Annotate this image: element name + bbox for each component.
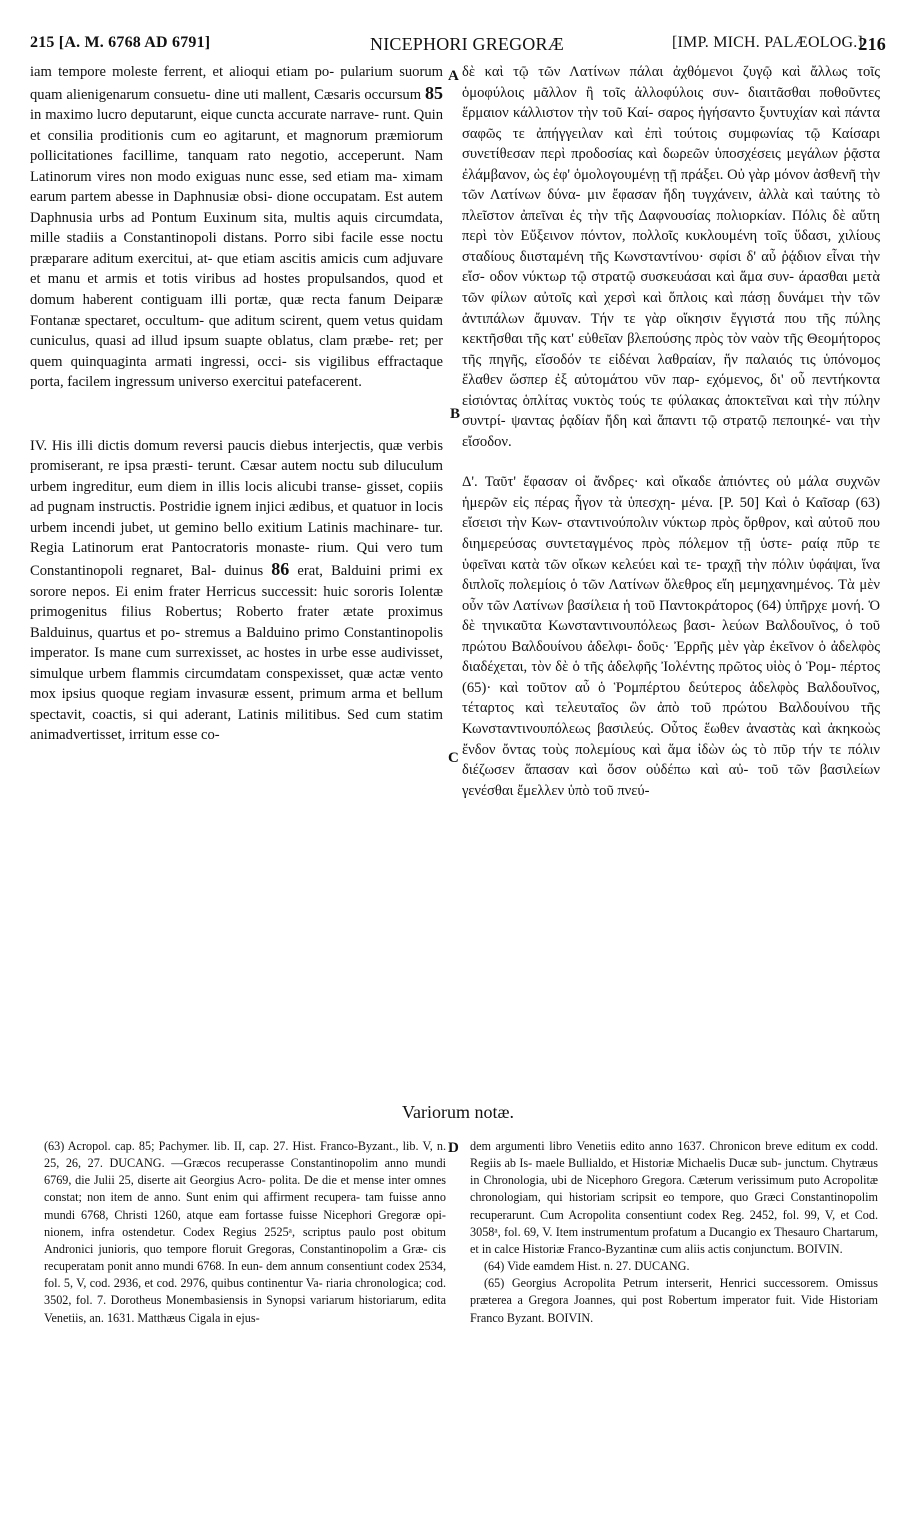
notes-right-column [470,1138,878,1327]
notes-title: Variorum notæ. [402,1102,514,1122]
latin-text: iam tempore moleste ferrent, et alioqui etiam po- pularium suorum quam alienigenarum consuetu- dine uti mallent, Cæsaris occursum [30,64,443,103]
header-right-ref: [IMP. MICH. PALÆOLOG.] [672,34,863,51]
margin-marker-a: A [448,68,459,84]
notes-left-column [44,1138,446,1327]
latin-text: erat, Balduini primi ex sorore nepos. Ei enim frater Herricus successit: huic sororis Iolentæ primogenitus filius Robertus; Roberto frater ætate proximus Balduinus, quartus et po- stremus a Balduino primo Constantinopolis imperator. Is mane cum surrexisset, ac hostes in urbe esse audivisset, simulque urbem flammis circumdatam conspexisset, quæ actæ vento mox ipsius quoque regiam invasuræ essent, primum arma et bellum spectavit, coactis, si qui aderant, Latinis militibus. Sed cum statim animadvertisset, irritum esse co- [30,563,443,744]
header-title: NICEPHORI GREGORÆ [370,34,564,54]
latin-text: IV. His illi dictis domum reversi paucis diebus interjectis, quæ verbis promiserant, re ipsa præsti- terunt. Cæsar autem noctu sub diluculum urbem ingreditur, eum diem in illis locis alicubi transe- gisset, copiis ad pugnam instructis. Postridie ignem injici ædibus, et quatuor in locis urbem incendi jubet, ut gemino bello exitium Latinis machinare- tur. Regia Latinorum erat Pantocratoris monaste- rium. Qui vero tum Constantinopoli regnaret, Bal- duinus [30,437,443,580]
note-64: (64) Vide eamdem Hist. n. 27. DUCANG. [484,1259,690,1274]
latin-paragraph-2 [30,436,443,746]
column-number: 86 [271,559,290,580]
note-63: (63) Acropol. cap. 85; Pachymer. lib. II, cap. 27. Hist. Franco-Byzant., lib. V, n. 25, 26, 27. DUCANG. —Græcos recuperasse Constantinopolim anno mundi 6769, die Julii 25, diserte ait Georgius Acro- polita. De die et mense inter omnes constat; non item de anno. Sunt enim qui affirment recupera- tam fuisse anno mundi 6768, Christi 1260, atque eam fortasse fuisse Nicephori Gregoræ opi- nionem, infra ostendetur. Codex Regius 2525ᵃ, scriptus paulo post obitum Andronici junioris, quo tempore floruit Gregoras, Constantinopolim a Græ- cis recuperatam ponit anno mundi 6768. In eun- dem annum consentiunt codex 2534, fol. 5, V, cod. 2936, et cod. 2976, quibus continentur Va- riaria chronologica; cod. 3502, fol. 7. Dorotheus Monembasiensis in Synopsi variarum historiarum, edita Venetiis, an. 1631. Matthæus Cigala in ejus- [44,1139,446,1325]
page-header [30,34,886,56]
margin-marker-c: C [448,750,459,766]
greek-paragraph-2: Δ'. Ταῦτ' ἔφασαν οἱ ἄνδρες· καὶ οἴκαδε ἀπιόντες οὐ μάλα συχνῶν ἡμερῶν εἰς πέρας ἦγον τὰ ὑπεσχη- μένα. [P. 50] Καὶ ὁ Καῖσαρ (63) εἴσεισι τὴν Κων- σταντινούπολιν νύκτωρ πρὸς ὄρθρον, καὶ αὐτοῦ που διημερεύσας συντεταγμένος πρὸς πόλεμον τῇ ὑστε- ραίᾳ πῦρ τε ὑφεῖναι κατὰ τῶν οἴκων κελεύει καὶ τε- τραχῇ τὴν πόλιν ὑφάψαι, ἵνα διπλοῖς πολεμίοις ὁ τῶν Λατίνων ὄλεθρος εἴη μεμηχανημένος. Τὰ μὲν οὖν τῶν Λατίνων βασίλεια ἡ τοῦ Παντοκράτορος (64) ὑπῆρχε μονή. Ὁ δὲ τηνικαῦτα Κωνσταντινουπόλεως βασι- λεύων Βαλδουῖνος, ὁ τοῦ πρώτου Βαλδουίνου ἀδελφι- δοῦς· Ἐρρῆς μὲν γὰρ ἐκεῖνον ὁ ἀδελφὸς διαδέχεται, τὸν δὲ ὁ τῆς ἀδελφῆς Ἰολέντης πρῶτος υἱὸς ὁ Ῥομ- πέρτος (65)· καὶ τοῦτον αὖ ὁ Ῥομπέρτου δεύτερος ἀδελφὸς Βαλδουῖνος, τέταρτος καὶ τελευταῖος ὢν ἀπὸ τοῦ πρώτου Βαλδουίνου τῆς Κωνσταντινουπόλεως βασιλεύς. Οὗτος ἕωθεν ἀναστὰς καὶ ἀκηκοὼς ἔνδον ὄντας τοὺς πολεμίους καὶ ἅμα ἰδὼν ὡς τὸ πῦρ τήν τε πόλιν διέζωσεν ἅπασαν καὶ ὅσον οὐδέπω καὶ αὐ- τοῦ τῶν βασιλείων γενέσθαι ἔμελλεν ὑπὸ τοῦ πνεύ- [462,474,880,799]
latin-paragraph-1 [30,62,443,393]
greek-column [462,62,880,801]
note-65: (65) Georgius Acropolita Petrum interserit, Henrici successorem. Omissus præterea a Gregora Joannes, qui post Robertum imperator fuit. Vide Historiam Franco Byzant. BOIVIN. [470,1276,878,1325]
header-left-page-ref: 215 [A. M. 6768 AD 6791] [30,34,211,51]
greek-paragraph-1: δὲ καὶ τῷ τῶν Λατίνων πάλαι ἀχθόμενοι ζυγῷ καὶ ἄλλως τοῖς ὁμοφύλοις μᾶλλον ἢ τοῖς ἀλλοφύλοις συν- διαιτᾶσθαι ποθοῦντες ἕρμαιον κάλλιστον τὴν τοῦ Καί- σαρος ἡγήσαντο ξυντυχίαν καὶ πάντα σαφῶς τε ἀπήγγειλαν καὶ ἐπὶ τούτοις συμφωνίας τῷ Καίσαρι συνετίθεσαν περὶ προδοσίας καὶ δωρεῶν ὑποσχέσεις μεγάλων ῥᾷστα ἐλάμβανον, ὡς ἐφ' ὁμολογουμένῃ τῇ πράξει. Οὐ γὰρ μόνον ἀσθενῆ τὴν τῶν Λατίνων δύνα- μιν ἔφασαν ἤδη τυγχάνειν, ἀλλὰ καὶ ταύτης τὸ πλεῖστον ἀπεῖναι ἐς τὴν τῆς Δαφνουσίας πολιορκίαν. Πόλις δὲ αὕτη περὶ τὸν Εὔξεινον πόντον, πολλοῖς κυκλουμένη τοῖς ὕδασι, χιλίους σταδίους διισταμένη τῆς Κωνσταντίνου· σφίσι δ' αὖ ῥᾴδιον εἶναι τὴν εἴσ- οδον νύκτωρ τῷ στρατῷ συσκευάσαι καὶ ἅμα συν- άρασθαι μετὰ τῶν φίλων αὐτοῖς καὶ χερσὶ καὶ ὅπλοις καὶ πάσῃ δυνάμει τὴν τῶν ἀντιπάλων ἄμυναν. Τήν τε γὰρ οἴκησιν ἔγγιστά που τῆς πύλης κεκτῆσθαι τῆς κατ' εὐθεῖαν βλεπούσης πρὸς τὸν ναὸν τῆς Θεομήτορος τῆς πηγῆς, εἴσοδόν τε εἰδέναι λαθραίαν, ἥν παλαιός τις ὑπόνομος ἔλαθεν ὥσπερ ἐξ αὐτομάτου νῦν παρ- εχόμενος, δι' οὗ πεντήκοντα εἰσιόντας ὁπλίτας νυκτὸς τούς τε φύλακας ἀποκτεῖναι καὶ τὴν πύλην συντρί- ψαντας ῥᾳδίαν ἤδη καὶ ἅπαντι τῷ στρατῷ πεποιηκέ- ναι τὴν εἴσοδον. [462,64,880,450]
header-page-number: 216 [858,34,886,54]
margin-marker-d: D [448,1140,459,1156]
latin-column [30,62,443,746]
margin-marker-b: B [450,406,461,422]
column-number: 85 [425,82,443,103]
note-63-continued: dem argumenti libro Venetiis edito anno 1637. Chronicon breve editum ex codd. Regiis ab Is- maele Bullialdo, et Historiæ Michaelis Ducæ sub- junctum. Chytræus in Chronologia, ubi de Nicephoro Gregora. Cæterum verissimum puto Acropolitæ chronologiam, qui historiam scripsit eo tempore, quo Græci Constantinopolim recuperarunt. Cum Acropolita consentiunt codex Reg. 2452, fol. 99, V, et Cod. 3058ᵃ, fol. 69, V. Item instrumentum profatum a Ducangio ex Thesauro Chartarum, et in calce Historiæ Franco-Byzantinæ cum aliis actis conjunctum. BOIVIN. [470,1139,878,1256]
latin-text: in maximo lucro deputarunt, eique cuncta accurate narrave- runt. Quin et consilia proditionis cum eo agitarunt, et magnorum præmiorum pollicitationes facillime, tanquam rato negotio, acceperunt. Nam Latinorum vires non modo exiguas nunc esse, sed etiam ma- ximam earum partem abesse in Daphnusiæ obsi- dione occupatam. Est autem Daphnusia urbs ad Pontum Euxinum sita, multis aquis circumdata, mille stadiis a Constantinopoli distans. Porro sibi facile esse noctu præparare aditum exercitui, at- que etiam ascitis amicis cum adjuvare et manu et armis et totis viribus ad hostes propulsandos, quod et domum haberent contiguam illi portæ, quæ recta fanum Deiparæ Fontanæ spectaret, occultum- que aditum scirent, quem vetus quidam cuniculus, quasi ad illud ipsum suapte oblatus, clam præbe- ret; per quem quinquaginta armati ingressi, occi- sis vigilibus effractaque porta, facilem ingressum universo exercitui patefacerent. [30,107,443,391]
